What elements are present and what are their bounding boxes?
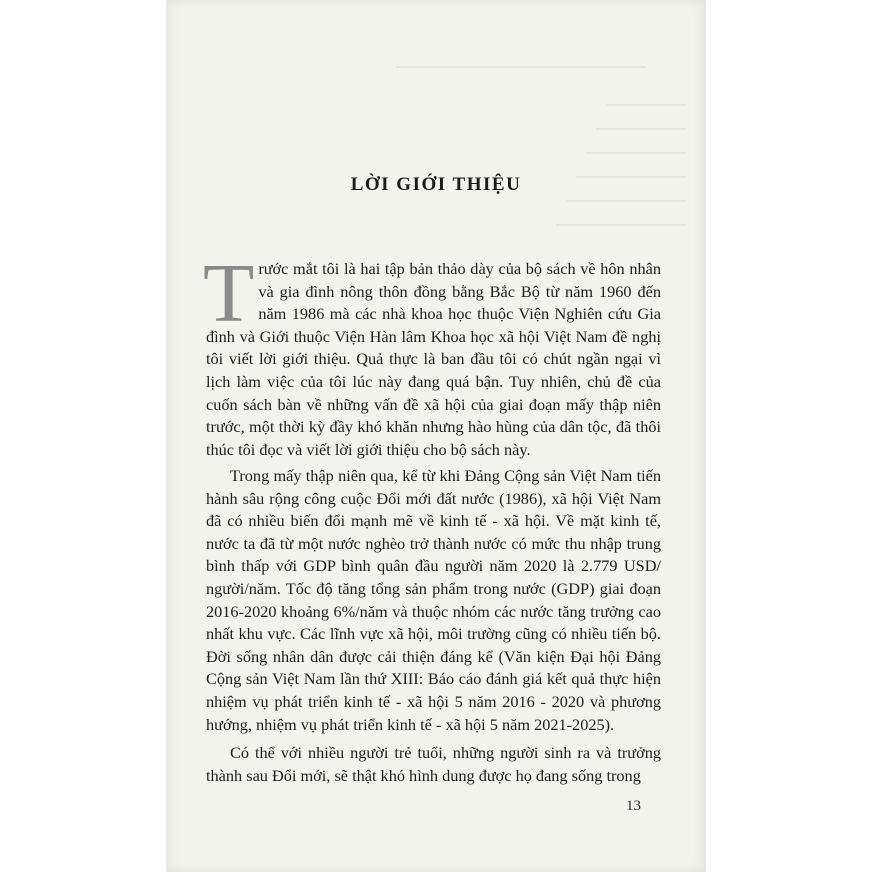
- paragraph-3: Có thể với nhiều người trẻ tuổi, những người sinh ra và trưởng thành sau Đổi mới, sẽ thật khó hình dung được họ đang sống trong: [206, 743, 661, 785]
- bleed-through-line: [596, 128, 686, 130]
- bleed-through-line: [606, 104, 686, 106]
- bleed-through-line: [566, 200, 686, 202]
- book-page: [166, 0, 706, 872]
- page-title: LỜI GIỚI THIỆU: [350, 174, 522, 195]
- drop-cap: T: [203, 247, 255, 340]
- bleed-through-line: [396, 66, 646, 68]
- bleed-through-line: [586, 152, 686, 154]
- paragraph-1: [203, 247, 661, 461]
- bleed-through-line: [556, 224, 686, 226]
- paragraph-1-text: rước mắt tôi là hai tập bản thảo dày của bộ sách về hôn nhân và gia đình nông thôn đồng bằng Bắc Bộ từ năm 1960 đến năm 1986 mà các nhà khoa học thuộc Viện Nghiên cứu Gia đình và Giới thuộc Viện Hàn lâm Khoa học xã hội Việt Nam đề nghị tôi viết lời giới thiệu. Quả thực là ban đầu tôi có chút ngần ngại vì lịch làm việc của tôi lúc này đang quá bận. Tuy nhiên, chủ đề của cuốn sách bàn về những vấn đề xã hội của giai đoạn mấy thập niên trước, một thời kỳ đầy khó khăn nhưng hào hùng của dân tộc, đã thôi thúc tôi đọc và viết lời giới thiệu cho bộ sách này.: [206, 259, 661, 459]
- page-number: 13: [626, 798, 641, 814]
- paragraph-2: Trong mấy thập niên qua, kể từ khi Đảng Cộng sản Việt Nam tiến hành sâu rộng công cuộc Đổi mới đất nước (1986), xã hội Việt Nam đã có nhiều biến đổi mạnh mẽ về kinh tế - xã hội. Về mặt kinh tế, nước ta đã từ một nước nghèo trở thành nước có mức thu nhập trung bình thấp với GDP bình quân đầu người năm 2020 là 2.779 USD/ người/năm. Tốc độ tăng tổng sản phẩm trong nước (GDP) giai đoạn 2016-2020 khoảng 6%/năm và thuộc nhóm các nước tăng trưởng cao nhất khu vực. Các lĩnh vực xã hội, môi trường cũng có nhiều tiến bộ. Đời sống nhân dân được cải thiện đáng kể (Văn kiện Đại hội Đảng Cộng sản Việt Nam lần thứ XIII: Báo cáo đánh giá kết quả thực hiện nhiệm vụ phát triển kinh tế - xã hội 5 năm 2016 - 2020 và phương hướng, nhiệm vụ phát triển kinh tế - xã hội 5 năm 2021-2025).: [206, 466, 661, 734]
